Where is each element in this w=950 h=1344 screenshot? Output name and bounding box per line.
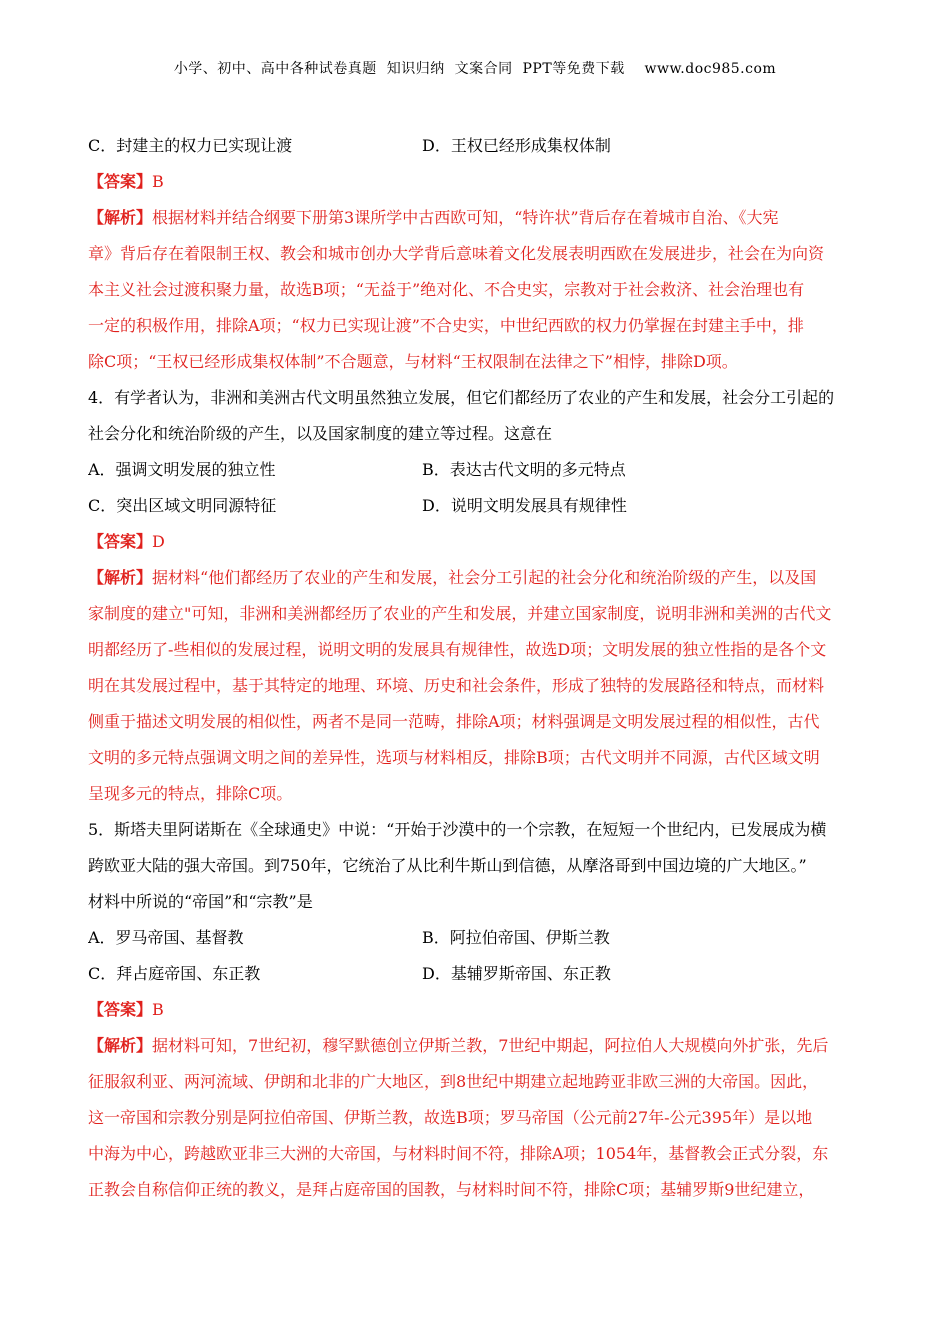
q5-analysis-line	[88, 1028, 864, 1064]
q5-analysis-line: 这一帝国和宗教分别是阿拉伯帝国、伊斯兰教，故选B项；罗马帝国（公元前27年-公元395年）是以地	[88, 1108, 813, 1127]
q4-analysis-tag: 【解析】	[88, 568, 153, 587]
q4-analysis-line: 家制度的建立"可知，非洲和美洲都经历了农业的产生和发展，并建立国家制度，说明非洲和美洲的古代文	[88, 604, 832, 623]
q5-option-d: D．基辅罗斯帝国、东正教	[422, 964, 611, 983]
q3-answer	[88, 164, 864, 200]
q4-analysis-text: 据材料“他们都经历了农业的产生和发展，社会分工引起的社会分化和统治阶级的产生，以及国	[152, 568, 817, 587]
q5-answer	[88, 992, 864, 1028]
q3-option-c: C．封建主的权力已实现让渡	[88, 136, 293, 155]
q5-stem-line: 材料中所说的“帝国”和“宗教”是	[88, 892, 313, 911]
q5-options-row-ab	[88, 920, 864, 956]
q3-analysis-line: 除C项；“王权已经形成集权体制”不合题意，与材料“王权限制在法律之下”相悖，排除D项。	[88, 352, 738, 371]
q3-answer-value: B	[152, 172, 164, 191]
q5-analysis-line: 正教会自称信仰正统的教义，是拜占庭帝国的国教，与材料时间不符，排除C项；基辅罗斯9世纪建立，	[88, 1180, 815, 1199]
q3-analysis-line: 本主义社会过渡积聚力量，故选B项；“无益于”绝对化、不合史实，宗教对于社会救济、社会治理也有	[88, 280, 805, 299]
q3-answer-tag: 【答案】	[88, 172, 153, 191]
q4-answer-tag: 【答案】	[88, 532, 153, 551]
q4-option-c: C．突出区域文明同源特征	[88, 496, 277, 515]
q5-option-c: C．拜占庭帝国、东正教	[88, 964, 261, 983]
q4-analysis-line	[88, 560, 864, 596]
q4-option-b: B．表达古代文明的多元特点	[422, 460, 626, 479]
q5-analysis-text: 据材料可知，7世纪初，穆罕默德创立伊斯兰教，7世纪中期起，阿拉伯人大规模向外扩张，先后	[152, 1036, 829, 1055]
q5-stem-line: 跨欧亚大陆的强大帝国。到750年，它统治了从比利牛斯山到信德，从摩洛哥到中国边境的广大地区。”	[88, 856, 807, 875]
q5-stem-line: 5．斯塔夫里阿诺斯在《全球通史》中说：“开始于沙漠中的一个宗教，在短短一个世纪内，已发展成为横	[88, 820, 827, 839]
q4-stem-line: 4．有学者认为，非洲和美洲古代文明虽然独立发展，但它们都经历了农业的产生和发展，社会分工引起的	[88, 388, 835, 407]
q5-analysis-tag: 【解析】	[88, 1036, 153, 1055]
q5-option-b: B．阿拉伯帝国、伊斯兰教	[422, 928, 610, 947]
q5-analysis-line: 征服叙利亚、两河流域、伊朗和北非的广大地区，到8世纪中期建立起地跨亚非欧三洲的大帝国。因此，	[88, 1072, 819, 1091]
q4-analysis-line: 文明的多元特点强调文明之间的差异性，选项与材料相反，排除B项；古代文明并不同源，古代区域文明	[88, 748, 820, 767]
q3-analysis-line	[88, 200, 864, 236]
q5-option-a: A．罗马帝国、基督教	[88, 928, 244, 947]
document-body	[88, 128, 864, 1208]
q4-options-row-ab	[88, 452, 864, 488]
q4-answer-value: D	[152, 532, 165, 551]
q4-analysis-line: 明都经历了-些相似的发展过程，说明文明的发展具有规律性，故选D项；文明发展的独立性指的是各个文	[88, 640, 827, 659]
q3-option-d: D．王权已经形成集权体制	[422, 136, 611, 155]
page-header: 小学、初中、高中各种试卷真题 知识归纳 文案合同 PPT等免费下载 www.doc985.com	[173, 61, 777, 77]
q5-answer-tag: 【答案】	[88, 1000, 153, 1019]
q4-analysis-line: 侧重于描述文明发展的相似性，两者不是同一范畴，排除A项；材料强调是文明发展过程的相似性，古代	[88, 712, 820, 731]
q4-options-row-cd	[88, 488, 864, 524]
q3-analysis-line: 一定的积极作用，排除A项；“权力已实现让渡”不合史实，中世纪西欧的权力仍掌握在封建主手中，排	[88, 316, 804, 335]
q3-analysis-line: 章》背后存在着限制王权、教会和城市创办大学背后意味着文化发展表明西欧在发展进步，社会在为向资	[88, 244, 825, 263]
q4-analysis-line: 呈现多元的特点，排除C项。	[88, 784, 293, 803]
q3-analysis-tag: 【解析】	[88, 208, 153, 227]
q4-answer	[88, 524, 864, 560]
q4-stem-line: 社会分化和统治阶级的产生，以及国家制度的建立等过程。这意在	[88, 424, 553, 443]
q5-analysis-line: 中海为中心，跨越欧亚非三大洲的大帝国，与材料时间不符，排除A项；1054年，基督教会正式分裂，东	[88, 1144, 829, 1163]
q5-answer-value: B	[152, 1000, 164, 1019]
q3-analysis-text: 根据材料并结合纲要下册第3课所学中古西欧可知，“特许状”背后存在着城市自治、《大宪	[152, 208, 779, 227]
q3-options-row-cd	[88, 128, 864, 164]
q4-option-d: D．说明文明发展具有规律性	[422, 496, 627, 515]
q4-analysis-line: 明在其发展过程中，基于其特定的地理、环境、历史和社会条件，形成了独特的发展路径和特点，而材料	[88, 676, 825, 695]
q5-options-row-cd	[88, 956, 864, 992]
q4-option-a: A．强调文明发展的独立性	[88, 460, 276, 479]
